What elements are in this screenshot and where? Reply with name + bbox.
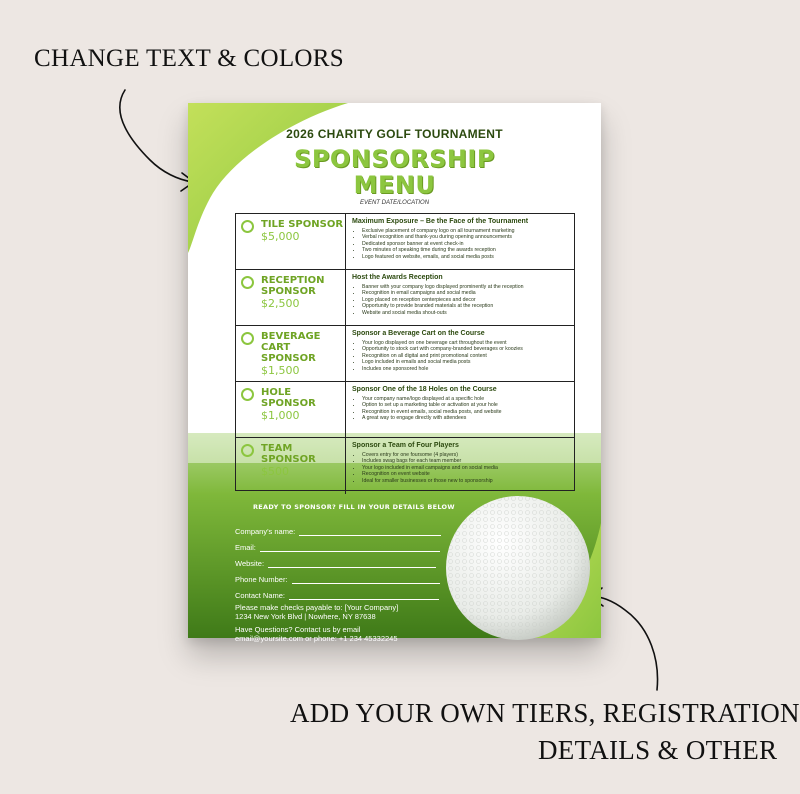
tier-name: HOLE SPONSOR $1,000 <box>261 387 345 421</box>
benefit-item: • A great way to engage directly with attendees <box>362 415 574 421</box>
tournament-title: 2026 CHARITY GOLF TOURNAMENT <box>286 127 503 141</box>
contact-name-field[interactable] <box>235 584 535 600</box>
tier-name: TEAM SPONSOR $500 <box>261 443 345 477</box>
checks-address: 1234 New York Blvd | Nowhere, NY 87638 <box>235 612 376 621</box>
field-line[interactable] <box>260 543 440 552</box>
tier-checkbox[interactable] <box>241 444 254 457</box>
field-line[interactable] <box>268 559 436 568</box>
benefit-item: • Recognition on event website <box>362 471 574 477</box>
tier-price: $5,000 <box>261 230 300 243</box>
tier-price: $1,000 <box>261 409 300 422</box>
tier-headline: Sponsor a Team of Four Players <box>352 442 459 449</box>
top-arrow-icon <box>120 90 194 191</box>
benefit-item: • Logo featured on website, emails, and social media posts <box>362 254 574 260</box>
tier-benefits <box>352 396 574 422</box>
tier-benefits <box>352 452 574 484</box>
field-label: Phone Number: <box>235 575 288 584</box>
benefit-item: • Logo included in emails and social media posts <box>362 359 574 365</box>
tier-headline: Sponsor One of the 18 Holes on the Course <box>352 386 497 393</box>
sponsor-form <box>235 503 535 643</box>
email-field[interactable] <box>235 536 535 552</box>
tier-headline: Maximum Exposure – Be the Face of the Tournament <box>352 218 529 225</box>
benefit-item: • Opportunity to provide branded materials at the reception <box>362 303 574 309</box>
tier-row <box>236 326 574 382</box>
tier-price: $500 <box>261 465 289 478</box>
tier-checkbox[interactable] <box>241 220 254 233</box>
caption-bottom-line1: ADD YOUR OWN TIERS, REGISTRATION <box>290 698 800 728</box>
tier-benefits <box>352 284 574 316</box>
benefit-item: • Your logo displayed on one beverage cart throughout the event <box>362 340 574 346</box>
benefit-item: • Exclusive placement of company logo on all tournament marketing <box>362 228 574 234</box>
benefit-item: • Banner with your company logo displayed prominently at the reception <box>362 284 574 290</box>
tier-row <box>236 438 574 494</box>
benefit-item: • Logo placed on reception centerpieces and decor <box>362 297 574 303</box>
field-label: Website: <box>235 559 265 568</box>
benefit-item: • Verbal recognition and thank-you during opening announcements <box>362 234 574 240</box>
benefit-item: • Option to set up a marketing table or activation at your hole <box>362 402 574 408</box>
caption-top: CHANGE TEXT & COLORS <box>34 45 344 72</box>
sponsor-tiers-table <box>235 213 575 491</box>
benefit-item: • Recognition on all digital and print promotional content <box>362 353 574 359</box>
form-title: READY TO SPONSOR? FILL IN YOUR DETAILS BELOW <box>253 503 455 511</box>
tier-benefits <box>352 228 574 260</box>
phone-number-field[interactable] <box>235 568 535 584</box>
sponsorship-flyer <box>188 103 601 643</box>
sponsorship-heading: SPONSORSHIP <box>294 145 495 173</box>
benefit-item: • Dedicated sponsor banner at event check-in <box>362 241 574 247</box>
benefit-item: • Includes one sponsored hole <box>362 366 574 372</box>
tier-headline: Sponsor a Beverage Cart on the Course <box>352 330 485 337</box>
website-field[interactable] <box>235 552 535 568</box>
benefit-item: • Covers entry for one foursome (4 players) <box>362 452 574 458</box>
tier-row <box>236 382 574 438</box>
benefit-item: • Recognition in email campaigns and social media <box>362 290 574 296</box>
company-name-field[interactable] <box>235 520 535 536</box>
tier-checkbox[interactable] <box>241 276 254 289</box>
questions-text: Have Questions? Contact us by email <box>235 625 361 634</box>
tier-headline: Host the Awards Reception <box>352 274 443 281</box>
benefit-item: • Website and social media shout-outs <box>362 310 574 316</box>
field-line[interactable] <box>289 591 439 600</box>
tier-checkbox[interactable] <box>241 388 254 401</box>
menu-heading: MENU <box>353 171 436 199</box>
tier-row <box>236 214 574 270</box>
tier-price: $1,500 <box>261 364 300 377</box>
tier-name: RECEPTION SPONSOR $2,500 <box>261 275 345 309</box>
field-label: Contact Name: <box>235 591 286 600</box>
field-line[interactable] <box>299 527 441 536</box>
benefit-item: • Two minutes of speaking time during the awards reception <box>362 247 574 253</box>
benefit-item: • Your company name/logo displayed at a specific hole <box>362 396 574 402</box>
tier-benefits <box>352 340 574 372</box>
tier-row <box>236 270 574 326</box>
benefit-item: • Opportunity to stock cart with company-branded beverages or koozies <box>362 346 574 352</box>
event-date-location: EVENT DATE/LOCATION <box>359 200 430 206</box>
questions-note <box>235 625 535 643</box>
checks-payable: Please make checks payable to: [Your Company] <box>235 603 399 612</box>
tier-name: BEVERAGE CART SPONSOR $1,500 <box>261 331 345 376</box>
field-line[interactable] <box>292 575 440 584</box>
tier-checkbox[interactable] <box>241 332 254 345</box>
caption-bottom-line2: DETAILS & OTHER <box>538 735 778 765</box>
contact-details: email@yoursite.com or phone: +1 234 45332245 <box>235 634 398 643</box>
checks-note <box>235 603 535 621</box>
benefit-item: • Your logo included in email campaigns and on social media <box>362 465 574 471</box>
tier-name: TILE SPONSOR $5,000 <box>261 219 344 243</box>
benefit-item: • Includes swag bags for each team member <box>362 458 574 464</box>
field-label: Company's name: <box>235 527 296 536</box>
benefit-item: • Recognition in event emails, social media posts, and website <box>362 409 574 415</box>
benefit-item: • Ideal for smaller businesses or those new to sponsorship <box>362 478 574 484</box>
field-label: Email: <box>235 543 256 552</box>
tier-price: $2,500 <box>261 297 300 310</box>
